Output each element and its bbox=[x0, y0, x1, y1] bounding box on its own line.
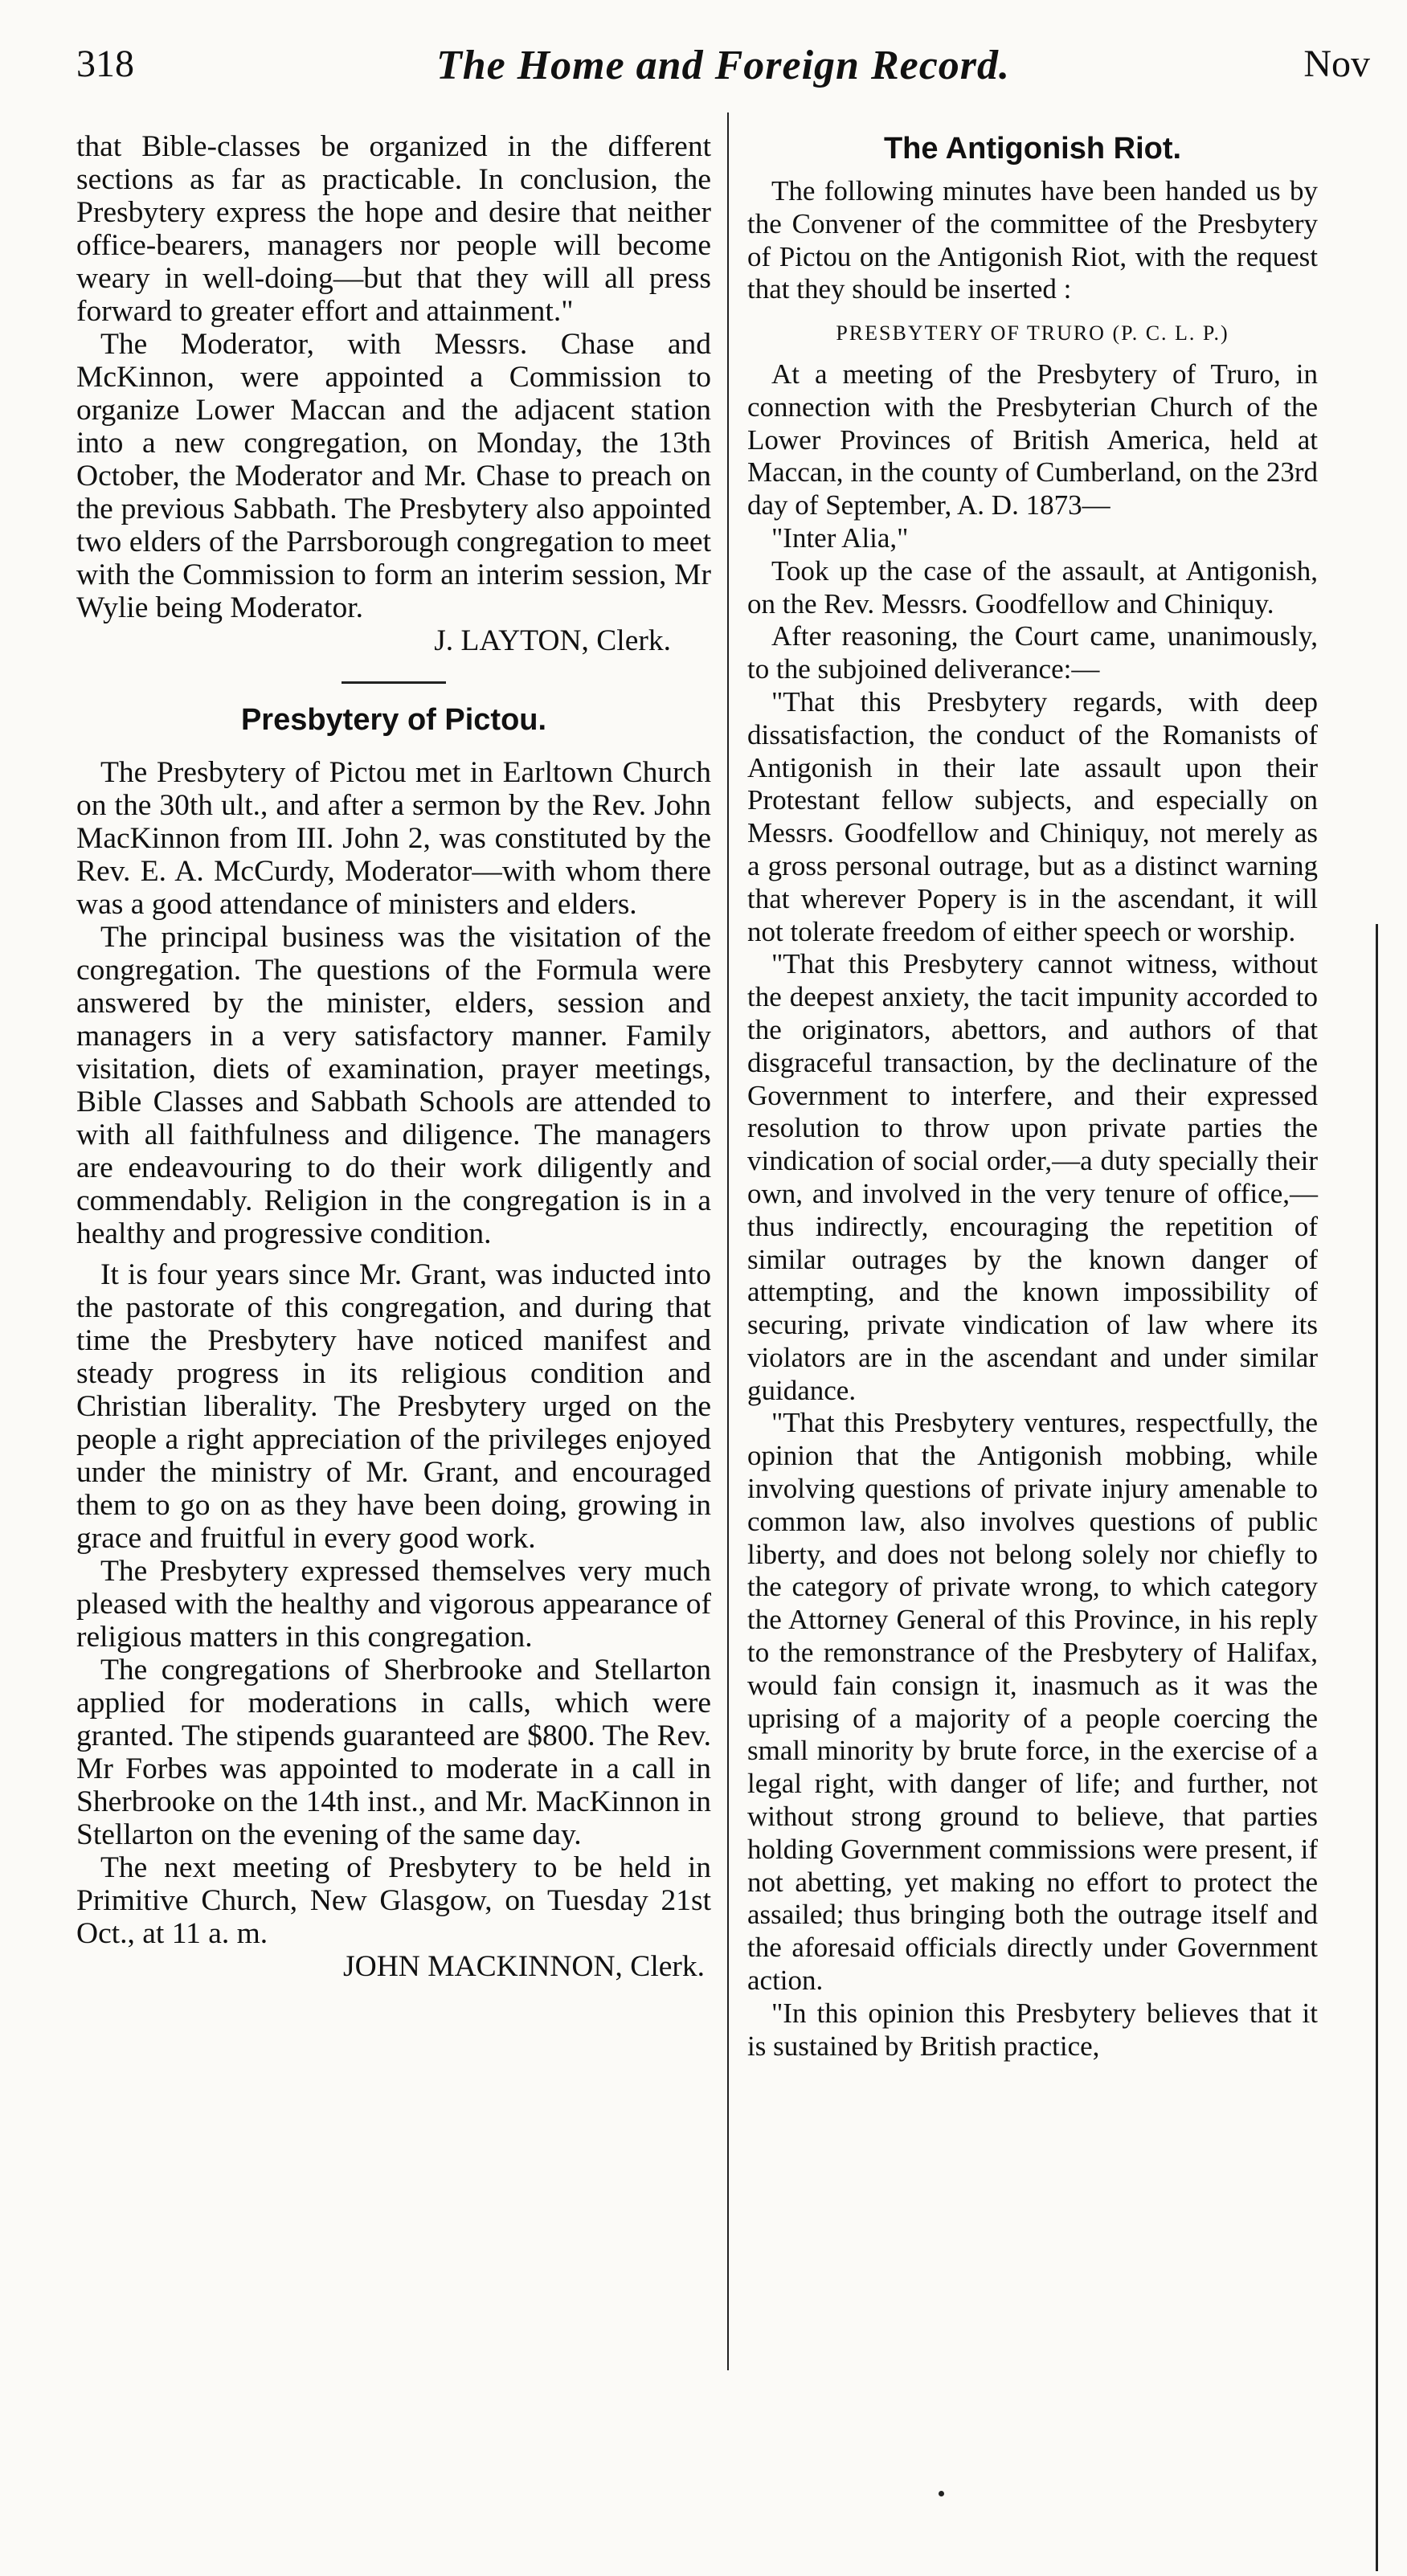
signature-clerk: JOHN MACKINNON, Clerk. bbox=[343, 1950, 705, 1983]
paragraph: that Bible-classes be organized in the different sections as far as practicable. In conclusion, the Presbytery express the hope and desire that neither office-bearers, managers nor people will become weary in well-doing—but that they will all press forward to greater effort and attainment." bbox=[76, 130, 711, 328]
page-edge-rule bbox=[1376, 924, 1378, 2571]
paragraph: "That this Presbytery ventures, respectfully, the opinion that the Antigonish mobbing, while involving questions of private injury amenable to common law, also involves questions of public liberty, and does not belong solely nor chiefly to the category of private wrong, to which category the Attorney General of this Province, in his reply to the remonstrance of the Presbytery of Halifax, would fain consign it, inasmuch as it was the uprising of a majority of a people coercing the small minority by brute force, in the exercise of a legal right, with danger of life; and further, not without strong ground to believe, that parties holding Government commissions were present, if not abetting, yet making no effort to protect the assailed; thus bringing both the outrage itself and the aforesaid officials directly under Government action. bbox=[747, 1407, 1318, 1997]
paragraph: The Moderator, with Messrs. Chase and McKinnon, were appointed a Commission to organize Lower Maccan and the adjacent station into a new congregation, on Monday, the 13th October, the Moderator and Mr. Chase to preach on the previous Sabbath. The Presbytery also appointed two elders of the Parrsborough congregation to meet with the Commission to form an interim session, Mr Wylie being Moderator. bbox=[76, 328, 711, 624]
running-month: Nov bbox=[1303, 43, 1370, 85]
paragraph: "That this Presbytery cannot witness, without the deepest anxiety, the tacit impunity accorded to the originators, abettors, and authors of that disgraceful transaction, by the declinature of the Government to interfere, and their expressed resolution to throw upon private parties the vindication of social order,—a duty specially their own, and involved in the very tenure of office,—thus indirectly, encouraging the repetition of similar outrages by the known danger of attempting, and the known impossibility of securing, private vindication of law where its violators are in the ascendant and under similar guidance. bbox=[747, 948, 1318, 1406]
paragraph: Took up the case of the assault, at Antigonish, on the Rev. Messrs. Goodfellow and Chiniquy. bbox=[747, 554, 1318, 619]
paragraph: "In this opinion this Presbytery believes that it is sustained by British practice, bbox=[747, 1997, 1318, 2062]
paragraph: "That this Presbytery regards, with deep dissatisfaction, the conduct of the Romanists of Antigonish in their late assault upon their Protestant fellow subjects, and especially on Messrs. Goodfellow and Chiniquy, not merely as a gross personal outrage, but as a distinct warning that wherever Popery is in the ascendant, it will not tolerate freedom of either speech or worship. bbox=[747, 685, 1318, 947]
ink-mark bbox=[939, 2491, 944, 2496]
paragraph: "Inter Alia," bbox=[771, 521, 909, 554]
section-heading: The Antigonish Riot. bbox=[883, 132, 1182, 166]
paragraph: The congregations of Sherbrooke and Stellarton applied for moderations in calls, which were granted. The stipends guaranteed are $800. The Rev. Mr Forbes was appointed to moderate in a call in Sherbrooke on the 14th inst., and Mr. MacKinnon in Stellarton on the evening of the same day. bbox=[76, 1654, 711, 1851]
paragraph: The Presbytery of Pictou met in Earltown Church on the 30th ult., and after a sermon by the Rev. John MacKinnon from III. John 2, was constituted by the Rev. E. A. McCurdy, Moderator—with whom there was a good attendance of ministers and elders. bbox=[76, 756, 711, 921]
page-header bbox=[76, 42, 1370, 106]
paragraph: The following minutes have been handed us by the Convener of the committee of the Presbytery of Pictou on the Antigonish Riot, with the request that they should be inserted : bbox=[747, 175, 1318, 305]
subheading: PRESBYTERY OF TRURO (P. C. L. P.) bbox=[836, 321, 1229, 346]
running-title: The Home and Foreign Record. bbox=[436, 43, 1011, 88]
column-divider bbox=[727, 112, 729, 2370]
signature-clerk: J. LAYTON, Clerk. bbox=[434, 624, 671, 657]
paragraph: The Presbytery expressed themselves very much pleased with the healthy and vigorous appearance of religious matters in this congregation. bbox=[76, 1555, 711, 1654]
paragraph: The next meeting of Presbytery to be held in Primitive Church, New Glasgow, on Tuesday 21st Oct., at 11 a. m. bbox=[76, 1851, 711, 1950]
section-heading: Presbytery of Pictou. bbox=[240, 703, 547, 737]
left-column bbox=[76, 130, 711, 1983]
page-number: 318 bbox=[76, 43, 134, 85]
paragraph: It is four years since Mr. Grant, was inducted into the pastorate of this congregation, and during that time the Presbytery have noticed manifest and steady progress in its religious condition and Christian liberality. The Presbytery urged on the people a right appreciation of the privileges enjoyed under the ministry of Mr. Grant, and encouraged them to go on as they have been doing, growing in grace and fruitful in every good work. bbox=[76, 1258, 711, 1555]
paragraph: After reasoning, the Court came, unanimously, to the subjoined deliverance:— bbox=[747, 620, 1318, 685]
paragraph: The principal business was the visitation of the congregation. The questions of the Formula were answered by the minister, elders, session and managers in a very satisfactory manner. Family visitation, diets of examination, prayer meetings, Bible Classes and Sabbath Schools are attended to with all faithfulness and diligence. The managers are endeavouring to do their work diligently and commendably. Religion in the congregation is in a healthy and progressive condition. bbox=[76, 921, 711, 1250]
section-divider bbox=[342, 681, 446, 684]
paragraph: At a meeting of the Presbytery of Truro, in connection with the Presbyterian Church of the Lower Provinces of British America, held at Maccan, in the county of Cumberland, on the 23rd day of September, A. D. 1873— bbox=[747, 358, 1318, 521]
right-column bbox=[747, 130, 1318, 2063]
